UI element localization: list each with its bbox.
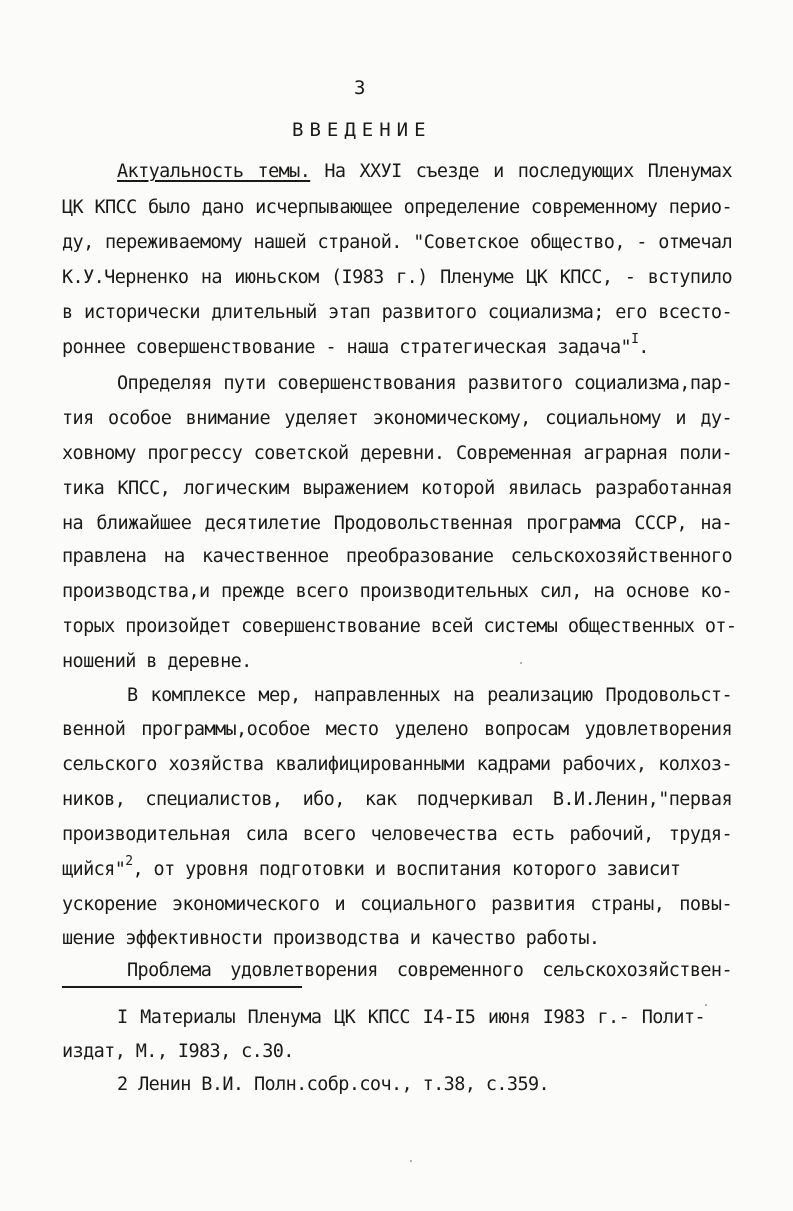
paragraph-3-line-8: шение эффективности производства и качество работы.: [62, 928, 600, 949]
footnote-ref-2: 2: [125, 853, 133, 869]
paragraph-2-line-9: ношений в деревне.: [62, 651, 252, 672]
paragraph-2-line-8: торых произойдет совершенствование всей системы общественных от-: [62, 616, 737, 637]
paragraph-1-line-2: ЦК КПСС было дано исчерпывающее определение современному перио-: [62, 197, 732, 218]
paragraph-3-line-5: производительная сила всего человечества есть рабочий, трудя-: [62, 824, 732, 845]
paragraph-2-line-7: производства,и прежде всего производительных сил, на основе ко-: [62, 581, 732, 602]
paragraph-1-line-6: [62, 331, 732, 360]
topic-relevance-label: Актуальность темы.: [117, 161, 311, 182]
paragraph-1-line-4: К.У.Черненко на июньском (I983 г.) Пленуме ЦК КПСС, - вступило: [62, 267, 732, 288]
paragraph-2-line-6: правлена на качественное преобразование сельскохозяйственного: [62, 546, 732, 567]
paragraph-2-line-4: тика КПСС, логическим выражением которой явилась разработанная: [62, 478, 732, 499]
footnote-1-line-2: издат, М., I983, с.30.: [62, 1041, 294, 1062]
scan-speck: [520, 662, 522, 664]
paragraph-1-last-line: роннее совершенствование - наша стратегическая задача": [62, 337, 632, 358]
paragraph-2-line-2: тия особое внимание уделяет экономическому, социальному и ду-: [62, 408, 732, 429]
paragraph-1-line-1: [117, 160, 732, 184]
footnote-divider: [62, 986, 302, 988]
paragraph-3-line-3: сельского хозяйства квалифицированными кадрами рабочих, колхоз-: [62, 754, 732, 775]
paragraph-4-line-1: Проблема удовлетворения современного сельскохозяйствен-: [127, 960, 732, 981]
paragraph-3-line-1: В комплексе мер, направленных на реализацию Продовольст-: [127, 685, 732, 706]
page-heading: ВВЕДЕНИЕ: [292, 119, 432, 141]
quote-end: щийся": [62, 859, 126, 880]
footnote-1-line-1: I Материалы Пленума ЦК КПСС I4-I5 июня I983 г.- Полит-: [117, 1007, 705, 1028]
paragraph-1-line-1-rest: На XXУI съезде и последующих Пленумах: [310, 161, 733, 182]
paragraph-2-line-3: ховному прогрессу советской деревни. Современная аграрная поли-: [62, 443, 732, 464]
paragraph-3-line-6: [62, 853, 732, 882]
paragraph-1-end: .: [638, 337, 649, 358]
paragraph-3-line-7: ускорение экономического и социального развития страны, повы-: [62, 894, 732, 915]
paragraph-3-line-4: ников, специалистов, ибо, как подчеркивал В.И.Ленин,"первая: [62, 789, 732, 810]
paragraph-1-line-5: в исторически длительный этап развитого социализма; его всесто-: [62, 302, 732, 323]
footnote-2: 2 Ленин В.И. Полн.собр.соч., т.38, с.359.: [117, 1074, 550, 1095]
scan-speck: [705, 1004, 707, 1006]
paragraph-2-line-5: на ближайшее десятилетие Продовольственная программа СССР, на-: [62, 513, 732, 534]
scan-speck: [410, 1160, 412, 1162]
paragraph-2-line-1: Определяя пути совершенствования развитого социализма,пар-: [117, 373, 732, 394]
page-number: 3: [354, 77, 366, 99]
paragraph-3-line-6-rest: , от уровня подготовки и воспитания которого зависит: [132, 859, 681, 880]
paragraph-1-line-3: ду, переживаемому нашей страной. "Советское общество, - отмечал: [62, 232, 732, 253]
footnote-ref-1: I: [631, 331, 639, 347]
paragraph-3-line-2: венной программы,особое место уделено вопросам удовлетворения: [62, 719, 732, 740]
